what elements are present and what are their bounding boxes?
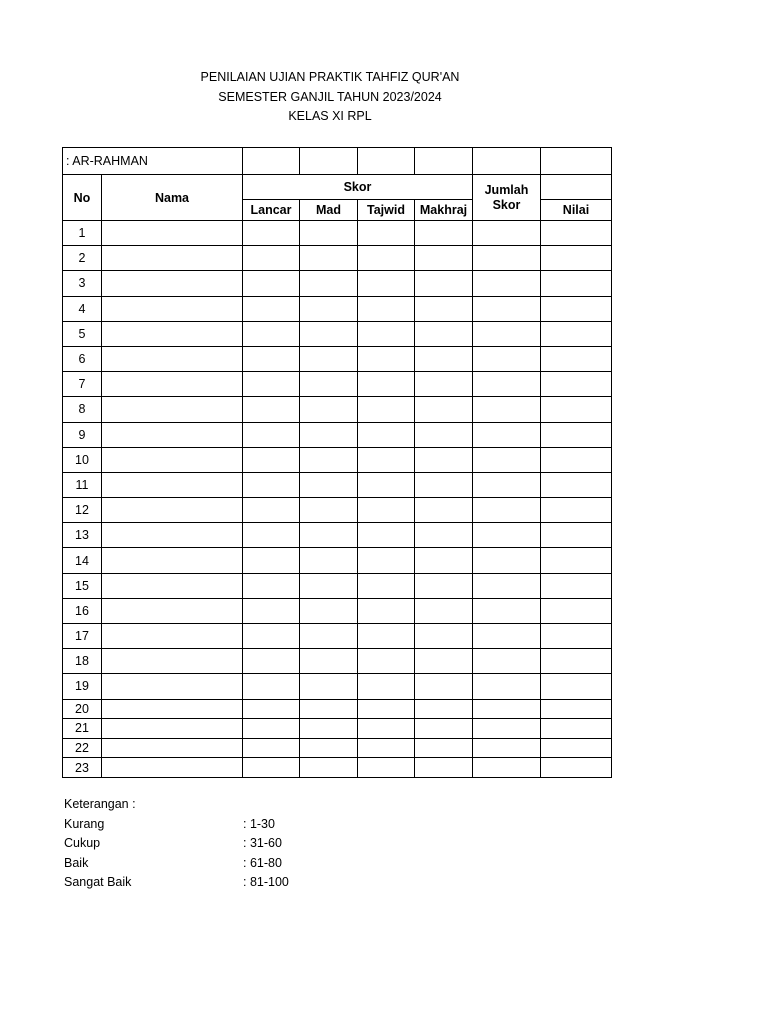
empty-cell bbox=[358, 498, 415, 523]
header-row-1 bbox=[63, 175, 612, 200]
table-row bbox=[63, 738, 612, 758]
empty-cell bbox=[300, 422, 358, 447]
row-number: 17 bbox=[63, 624, 102, 649]
empty-cell bbox=[358, 674, 415, 699]
empty-cell bbox=[473, 296, 541, 321]
row-number: 12 bbox=[63, 498, 102, 523]
empty-cell bbox=[300, 573, 358, 598]
row-number: 4 bbox=[63, 296, 102, 321]
header-makhraj: Makhraj bbox=[415, 200, 473, 221]
table-row bbox=[63, 472, 612, 497]
legend-label: Baik bbox=[64, 855, 89, 870]
empty-cell bbox=[300, 523, 358, 548]
empty-cell bbox=[102, 472, 243, 497]
title-line-3: KELAS XI RPL bbox=[288, 109, 372, 123]
empty-cell bbox=[300, 649, 358, 674]
empty-cell bbox=[541, 447, 612, 472]
empty-cell bbox=[358, 447, 415, 472]
empty-cell bbox=[243, 548, 300, 573]
empty-cell bbox=[358, 148, 415, 175]
empty-cell bbox=[243, 649, 300, 674]
header-lancar: Lancar bbox=[243, 200, 300, 221]
empty-cell bbox=[102, 548, 243, 573]
empty-cell bbox=[358, 699, 415, 719]
row-number: 3 bbox=[63, 271, 102, 296]
table-row bbox=[63, 321, 612, 346]
empty-cell bbox=[358, 221, 415, 246]
table-row bbox=[63, 246, 612, 271]
empty-cell bbox=[243, 699, 300, 719]
empty-cell bbox=[358, 624, 415, 649]
header-mad: Mad bbox=[300, 200, 358, 221]
legend-range: : 81-100 bbox=[243, 875, 289, 889]
table-row bbox=[63, 271, 612, 296]
empty-cell bbox=[243, 758, 300, 778]
empty-cell bbox=[541, 372, 612, 397]
table-row bbox=[63, 397, 612, 422]
empty-cell bbox=[473, 699, 541, 719]
document-title bbox=[0, 68, 660, 127]
empty-cell bbox=[300, 758, 358, 778]
empty-cell bbox=[243, 321, 300, 346]
empty-cell bbox=[300, 738, 358, 758]
empty-cell bbox=[300, 221, 358, 246]
empty-cell bbox=[541, 221, 612, 246]
empty-cell bbox=[358, 422, 415, 447]
row-number: 16 bbox=[63, 598, 102, 623]
empty-cell bbox=[243, 397, 300, 422]
empty-cell bbox=[415, 719, 473, 739]
empty-cell bbox=[300, 296, 358, 321]
empty-cell bbox=[358, 372, 415, 397]
empty-cell bbox=[243, 296, 300, 321]
empty-cell bbox=[473, 246, 541, 271]
empty-cell bbox=[415, 221, 473, 246]
empty-cell bbox=[102, 271, 243, 296]
empty-cell bbox=[415, 346, 473, 371]
empty-cell bbox=[243, 624, 300, 649]
empty-cell bbox=[541, 573, 612, 598]
empty-cell bbox=[358, 296, 415, 321]
row-number: 20 bbox=[63, 699, 102, 719]
empty-cell bbox=[102, 699, 243, 719]
table-row bbox=[63, 447, 612, 472]
empty-cell bbox=[541, 148, 612, 175]
empty-cell bbox=[541, 598, 612, 623]
empty-cell bbox=[541, 346, 612, 371]
row-number: 11 bbox=[63, 472, 102, 497]
empty-cell bbox=[358, 346, 415, 371]
empty-cell bbox=[415, 598, 473, 623]
empty-cell bbox=[541, 321, 612, 346]
empty-cell bbox=[473, 346, 541, 371]
empty-cell bbox=[541, 246, 612, 271]
table-row bbox=[63, 573, 612, 598]
empty-cell bbox=[415, 472, 473, 497]
empty-cell bbox=[243, 447, 300, 472]
empty-cell bbox=[541, 397, 612, 422]
empty-cell bbox=[473, 271, 541, 296]
empty-cell bbox=[415, 246, 473, 271]
row-number: 19 bbox=[63, 674, 102, 699]
empty-cell bbox=[102, 624, 243, 649]
row-number: 13 bbox=[63, 523, 102, 548]
legend-title: Keterangan : bbox=[64, 797, 136, 811]
table-row bbox=[63, 296, 612, 321]
empty-cell bbox=[300, 699, 358, 719]
empty-cell bbox=[300, 598, 358, 623]
empty-cell bbox=[541, 649, 612, 674]
empty-cell bbox=[473, 674, 541, 699]
title-line-2: SEMESTER GANJIL TAHUN 2023/2024 bbox=[218, 89, 442, 104]
empty-cell bbox=[415, 447, 473, 472]
empty-cell bbox=[473, 321, 541, 346]
empty-cell bbox=[415, 296, 473, 321]
row-number: 8 bbox=[63, 397, 102, 422]
empty-cell bbox=[243, 472, 300, 497]
empty-cell bbox=[243, 246, 300, 271]
empty-cell bbox=[358, 523, 415, 548]
table-row bbox=[63, 624, 612, 649]
empty-cell bbox=[415, 624, 473, 649]
empty-cell bbox=[358, 472, 415, 497]
empty-cell bbox=[243, 148, 300, 175]
row-number: 22 bbox=[63, 738, 102, 758]
empty-cell bbox=[102, 738, 243, 758]
empty-cell bbox=[300, 548, 358, 573]
empty-cell bbox=[300, 447, 358, 472]
row-number: 5 bbox=[63, 321, 102, 346]
table-row bbox=[63, 221, 612, 246]
empty-cell bbox=[541, 624, 612, 649]
row-number: 21 bbox=[63, 719, 102, 739]
header-tajwid: Tajwid bbox=[358, 200, 415, 221]
legend-label: Kurang bbox=[64, 816, 105, 831]
empty-cell bbox=[541, 674, 612, 699]
empty-cell bbox=[541, 758, 612, 778]
row-number: 23 bbox=[63, 758, 102, 778]
empty-cell bbox=[300, 498, 358, 523]
empty-cell bbox=[243, 523, 300, 548]
empty-cell bbox=[243, 674, 300, 699]
empty-cell bbox=[358, 598, 415, 623]
empty-cell bbox=[541, 472, 612, 497]
table-row bbox=[63, 649, 612, 674]
row-number: 7 bbox=[63, 372, 102, 397]
row-number: 14 bbox=[63, 548, 102, 573]
empty-cell bbox=[102, 758, 243, 778]
empty-cell bbox=[102, 498, 243, 523]
row-number: 2 bbox=[63, 246, 102, 271]
legend-range: : 61-80 bbox=[243, 855, 282, 870]
row-number: 1 bbox=[63, 221, 102, 246]
empty-cell bbox=[300, 372, 358, 397]
empty-cell bbox=[243, 738, 300, 758]
empty-cell bbox=[473, 221, 541, 246]
empty-cell bbox=[102, 719, 243, 739]
empty-cell bbox=[358, 719, 415, 739]
empty-cell bbox=[473, 548, 541, 573]
empty-cell bbox=[473, 472, 541, 497]
empty-cell bbox=[415, 523, 473, 548]
empty-cell bbox=[415, 321, 473, 346]
empty-cell bbox=[473, 422, 541, 447]
empty-cell bbox=[243, 598, 300, 623]
empty-cell bbox=[243, 719, 300, 739]
empty-cell bbox=[541, 738, 612, 758]
empty-cell bbox=[473, 624, 541, 649]
empty-cell bbox=[473, 598, 541, 623]
empty-cell bbox=[358, 271, 415, 296]
empty-cell bbox=[243, 221, 300, 246]
empty-cell bbox=[358, 321, 415, 346]
empty-cell bbox=[415, 699, 473, 719]
empty-cell bbox=[473, 719, 541, 739]
table-row bbox=[63, 674, 612, 699]
empty-cell bbox=[415, 674, 473, 699]
empty-cell bbox=[541, 719, 612, 739]
empty-cell bbox=[300, 148, 358, 175]
table-row bbox=[63, 346, 612, 371]
empty-cell bbox=[358, 649, 415, 674]
table-row bbox=[63, 719, 612, 739]
empty-cell bbox=[358, 548, 415, 573]
score-table bbox=[62, 147, 612, 778]
empty-cell bbox=[541, 548, 612, 573]
empty-cell bbox=[541, 296, 612, 321]
empty-cell bbox=[473, 649, 541, 674]
empty-cell bbox=[300, 472, 358, 497]
title-line-1: PENILAIAN UJIAN PRAKTIK TAHFIZ QUR'AN bbox=[200, 70, 460, 84]
empty-cell bbox=[541, 498, 612, 523]
empty-cell bbox=[541, 175, 612, 200]
row-number: 18 bbox=[63, 649, 102, 674]
empty-cell bbox=[102, 422, 243, 447]
header-no: No bbox=[63, 175, 102, 221]
empty-cell bbox=[300, 719, 358, 739]
table-row bbox=[63, 372, 612, 397]
empty-cell bbox=[415, 422, 473, 447]
empty-cell bbox=[300, 397, 358, 422]
empty-cell bbox=[541, 699, 612, 719]
empty-cell bbox=[102, 674, 243, 699]
header-skor: Skor bbox=[243, 175, 473, 200]
legend-label: Cukup bbox=[64, 836, 101, 850]
empty-cell bbox=[415, 649, 473, 674]
empty-cell bbox=[300, 271, 358, 296]
empty-cell bbox=[102, 397, 243, 422]
empty-cell bbox=[300, 321, 358, 346]
empty-cell bbox=[102, 649, 243, 674]
empty-cell bbox=[473, 758, 541, 778]
empty-cell bbox=[102, 321, 243, 346]
empty-cell bbox=[243, 498, 300, 523]
table-row bbox=[63, 498, 612, 523]
empty-cell bbox=[102, 372, 243, 397]
header-nilai: Nilai bbox=[541, 200, 612, 221]
empty-cell bbox=[102, 523, 243, 548]
empty-cell bbox=[243, 271, 300, 296]
empty-cell bbox=[473, 523, 541, 548]
empty-cell bbox=[358, 573, 415, 598]
empty-cell bbox=[300, 246, 358, 271]
empty-cell bbox=[541, 271, 612, 296]
empty-cell bbox=[415, 397, 473, 422]
header-nama: Nama bbox=[102, 175, 243, 221]
table-row bbox=[63, 523, 612, 548]
empty-cell bbox=[300, 674, 358, 699]
empty-cell bbox=[300, 624, 358, 649]
empty-cell bbox=[415, 148, 473, 175]
table-row bbox=[63, 758, 612, 778]
empty-cell bbox=[473, 498, 541, 523]
row-number: 6 bbox=[63, 346, 102, 371]
empty-cell bbox=[415, 738, 473, 758]
empty-cell bbox=[541, 523, 612, 548]
empty-cell bbox=[358, 246, 415, 271]
empty-cell bbox=[358, 738, 415, 758]
legend-range: : 1-30 bbox=[243, 816, 275, 831]
empty-cell bbox=[102, 221, 243, 246]
empty-cell bbox=[300, 346, 358, 371]
legend-label: Sangat Baik bbox=[64, 875, 132, 889]
empty-cell bbox=[541, 422, 612, 447]
legend-range: : 31-60 bbox=[243, 836, 282, 850]
empty-cell bbox=[243, 422, 300, 447]
empty-cell bbox=[243, 372, 300, 397]
empty-cell bbox=[473, 573, 541, 598]
table-row bbox=[63, 598, 612, 623]
empty-cell bbox=[473, 447, 541, 472]
group-label: : AR-RAHMAN bbox=[63, 148, 243, 175]
row-number: 15 bbox=[63, 573, 102, 598]
empty-cell bbox=[473, 148, 541, 175]
empty-cell bbox=[102, 573, 243, 598]
empty-cell bbox=[415, 548, 473, 573]
empty-cell bbox=[473, 738, 541, 758]
empty-cell bbox=[415, 372, 473, 397]
empty-cell bbox=[102, 246, 243, 271]
empty-cell bbox=[243, 573, 300, 598]
empty-cell bbox=[102, 447, 243, 472]
empty-cell bbox=[243, 346, 300, 371]
empty-cell bbox=[358, 758, 415, 778]
table-row bbox=[63, 422, 612, 447]
empty-cell bbox=[102, 346, 243, 371]
row-number: 10 bbox=[63, 447, 102, 472]
group-row bbox=[63, 148, 612, 175]
empty-cell bbox=[102, 598, 243, 623]
empty-cell bbox=[415, 271, 473, 296]
table-row bbox=[63, 699, 612, 719]
header-jumlah-skor: Jumlah Skor bbox=[473, 175, 541, 221]
row-number: 9 bbox=[63, 422, 102, 447]
empty-cell bbox=[473, 372, 541, 397]
empty-cell bbox=[415, 498, 473, 523]
empty-cell bbox=[358, 397, 415, 422]
empty-cell bbox=[102, 296, 243, 321]
table-row bbox=[63, 548, 612, 573]
empty-cell bbox=[473, 397, 541, 422]
empty-cell bbox=[415, 573, 473, 598]
empty-cell bbox=[415, 758, 473, 778]
